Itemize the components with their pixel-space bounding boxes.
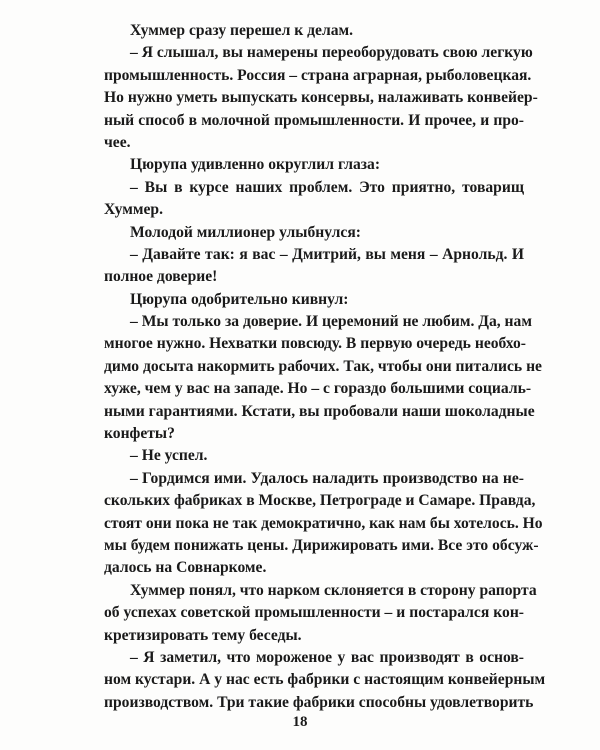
page-number: 18 [292, 714, 308, 730]
text-line: многое нужно. Нехватки повсюду. В первую очередь необхо- [104, 335, 526, 353]
text-line: Хуммер. [104, 201, 163, 219]
text-line: конфеты? [104, 425, 175, 443]
text-line: скольких фабриках в Москве, Петрограде и Самаре. Правда, [104, 492, 536, 510]
text-line: Цюрупа одобрительно кивнул: [130, 290, 349, 308]
page-text [104, 20, 546, 714]
text-line: Цюрупа удивленно округлил глаза: [130, 156, 381, 174]
text-line: – Я слышал, вы намерены переоборудовать свою легкую [130, 44, 533, 62]
text-line: полное доверие! [104, 268, 218, 286]
text-line: – Гордимся ими. Удалось наладить производство на не- [130, 469, 524, 487]
text-line: – Я заметил, что мороженое у вас производят в основ- [130, 648, 524, 666]
text-line: производством. Три такие фабрики способны удовлетворить [104, 693, 534, 711]
text-line: ном кустари. А у нас есть фабрики с настоящим конвейерным [104, 671, 546, 689]
text-line: далось на Совнаркоме. [104, 559, 267, 577]
text-line: хуже, чем у вас на западе. Но – с гораздо большими социаль- [104, 380, 532, 398]
text-line: димо досыта накормить рабочих. Так, чтобы они питались не [104, 357, 542, 375]
text-line: стоят они пока не так демократично, как нам бы хотелось. Но [104, 514, 543, 532]
text-line: Хуммер сразу перешел к делам. [130, 22, 354, 39]
text-line: Но нужно уметь выпускать консервы, налаживать конвейер- [104, 89, 538, 107]
text-line: Хуммер понял, что нарком склоняется в сторону рапорта [130, 581, 537, 599]
text-line: ными гарантиями. Кстати, вы пробовали наши шоколадные [104, 402, 535, 420]
text-line: – Вы в курсе наших проблем. Это приятно, товарищ [130, 178, 524, 196]
text-line: – Не успел. [130, 447, 208, 465]
text-line: чее. [104, 133, 131, 151]
text-line: Молодой миллионер улыбнулся: [130, 223, 361, 241]
text-line: промышленность. Россия – страна аграрная, рыболовецкая. [104, 66, 532, 84]
text-line: кретизировать тему беседы. [104, 626, 302, 644]
text-line: – Давайте так: я вас – Дмитрий, вы меня – Арнольд. И [130, 245, 524, 263]
text-line: – Мы только за доверие. И церемоний не любим. Да, нам [130, 313, 532, 331]
text-line: мы будем понижать цены. Дирижировать ими. Все это обсуж- [104, 536, 539, 554]
text-line: об успехах советской промышленности – и постарался кон- [104, 604, 524, 622]
text-line: ный способ в молочной промышленности. И прочее, и про- [104, 111, 524, 129]
